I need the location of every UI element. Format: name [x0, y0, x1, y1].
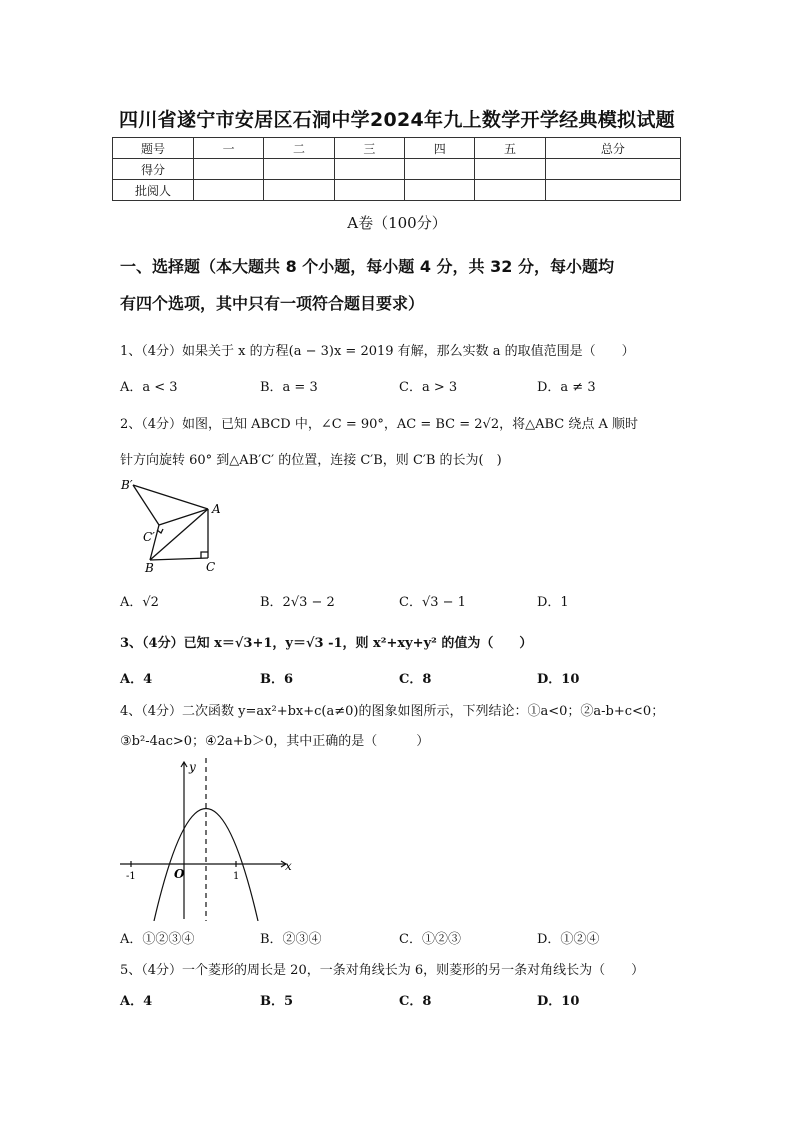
score-table-cell: 得分 — [113, 159, 194, 180]
option-b: B．6 — [260, 672, 294, 687]
score-table-cell: 二 — [264, 138, 334, 159]
score-table-cell — [334, 159, 404, 180]
score-table-header-row — [113, 138, 681, 159]
question-3-options — [120, 668, 690, 688]
score-table-cell — [405, 180, 475, 201]
option-a: A．√2 — [120, 595, 159, 610]
question-1-options — [120, 376, 690, 396]
question-3-stem: 3、（4分）已知 x＝√3+1，y＝√3 -1，则 x²+xy+y² 的值为（ ） — [120, 636, 533, 651]
option-d: D．1 — [537, 595, 569, 610]
option-b: B．5 — [260, 994, 294, 1009]
score-table-cell — [475, 180, 545, 201]
option-a: A．①②③④ — [120, 932, 195, 947]
figure-label-a: A — [212, 502, 221, 516]
origin-label: O — [174, 867, 185, 881]
tick-label-pos1: 1 — [233, 871, 240, 882]
score-table-cell — [334, 180, 404, 201]
option-d: D．10 — [537, 994, 580, 1009]
score-table-cell: 一 — [194, 138, 264, 159]
option-d: D．10 — [537, 672, 580, 687]
exam-title: 四川省遂宁市安居区石洞中学2024年九上数学开学经典模拟试题 — [119, 109, 675, 131]
score-table-cell — [194, 159, 264, 180]
axis-label-x: x — [285, 859, 292, 873]
score-table-cell — [475, 159, 545, 180]
figure-label-c: C — [206, 560, 216, 574]
score-table-cell — [194, 180, 264, 201]
score-table-cell — [264, 180, 334, 201]
question-2-stem: 2、（4分）如图，已知 ABCD 中，∠C = 90°，AC = BC = 2√2，将△ABC 绕点 A 顺时 — [120, 417, 639, 432]
score-table-row — [113, 180, 681, 201]
option-c: C．√3 − 1 — [399, 595, 466, 610]
option-b: B．2√3 − 2 — [260, 595, 335, 610]
figure-label-b: B — [145, 561, 154, 575]
option-a: A．4 — [120, 994, 153, 1009]
question-4-parabola-figure — [118, 756, 298, 921]
question-4-stem-line2: ③b²-4ac>0；④2a+b＞0，其中正确的是（ ） — [120, 734, 430, 749]
score-table-cell: 批阅人 — [113, 180, 194, 201]
option-c: C．a > 3 — [399, 380, 458, 395]
option-c: C．①②③ — [399, 932, 461, 947]
score-table-cell: 五 — [475, 138, 545, 159]
section-1-heading-line2: 有四个选项，其中只有一项符合题目要求） — [120, 294, 425, 313]
section-a-heading: A卷（100分） — [347, 214, 447, 232]
option-d: D．①②④ — [537, 932, 600, 947]
option-a: A．4 — [120, 672, 153, 687]
question-5-stem: 5、（4分）一个菱形的周长是 20，一条对角线长为 6，则菱形的另一条对角线长为（ ） — [120, 963, 645, 978]
score-table-cell: 总分 — [545, 138, 680, 159]
question-4-stem: 4、（4分）二次函数 y=ax²+bx+c(a≠0)的图象如图所示，下列结论：①a<0；②a-b+c<0； — [120, 704, 665, 719]
score-table-cell: 题号 — [113, 138, 194, 159]
option-b: B．②③④ — [260, 932, 322, 947]
figure-label-b-prime: B′ — [121, 478, 133, 492]
question-2-options — [120, 591, 690, 611]
question-2-figure — [115, 473, 230, 575]
option-c: C．8 — [399, 672, 432, 687]
score-table-cell — [405, 159, 475, 180]
axis-label-y: y — [189, 760, 196, 774]
figure-label-c-prime: C′ — [143, 530, 155, 544]
section-1-heading-line1: 一、选择题（本大题共 8 个小题，每小题 4 分，共 32 分，每小题均 — [120, 257, 614, 276]
question-5-options — [120, 990, 690, 1010]
score-table-cell — [545, 159, 680, 180]
score-table-cell: 四 — [405, 138, 475, 159]
option-a: A．a < 3 — [120, 380, 178, 395]
option-b: B．a = 3 — [260, 380, 318, 395]
score-table-cell: 三 — [334, 138, 404, 159]
score-table-cell — [545, 180, 680, 201]
tick-label-neg1: -1 — [126, 871, 136, 882]
question-2-stem-line2: 针方向旋转 60° 到△AB′C′ 的位置，连接 C′B，则 C′B 的长为( ) — [120, 453, 502, 468]
option-d: D．a ≠ 3 — [537, 380, 596, 395]
option-c: C．8 — [399, 994, 432, 1009]
score-table — [112, 137, 681, 201]
score-table-cell — [264, 159, 334, 180]
question-1-stem: 1、（4分）如果关于 x 的方程(a − 3)x = 2019 有解，那么实数 a 的取值范围是（ ） — [120, 344, 635, 359]
question-4-options — [120, 928, 690, 948]
score-table-row — [113, 159, 681, 180]
